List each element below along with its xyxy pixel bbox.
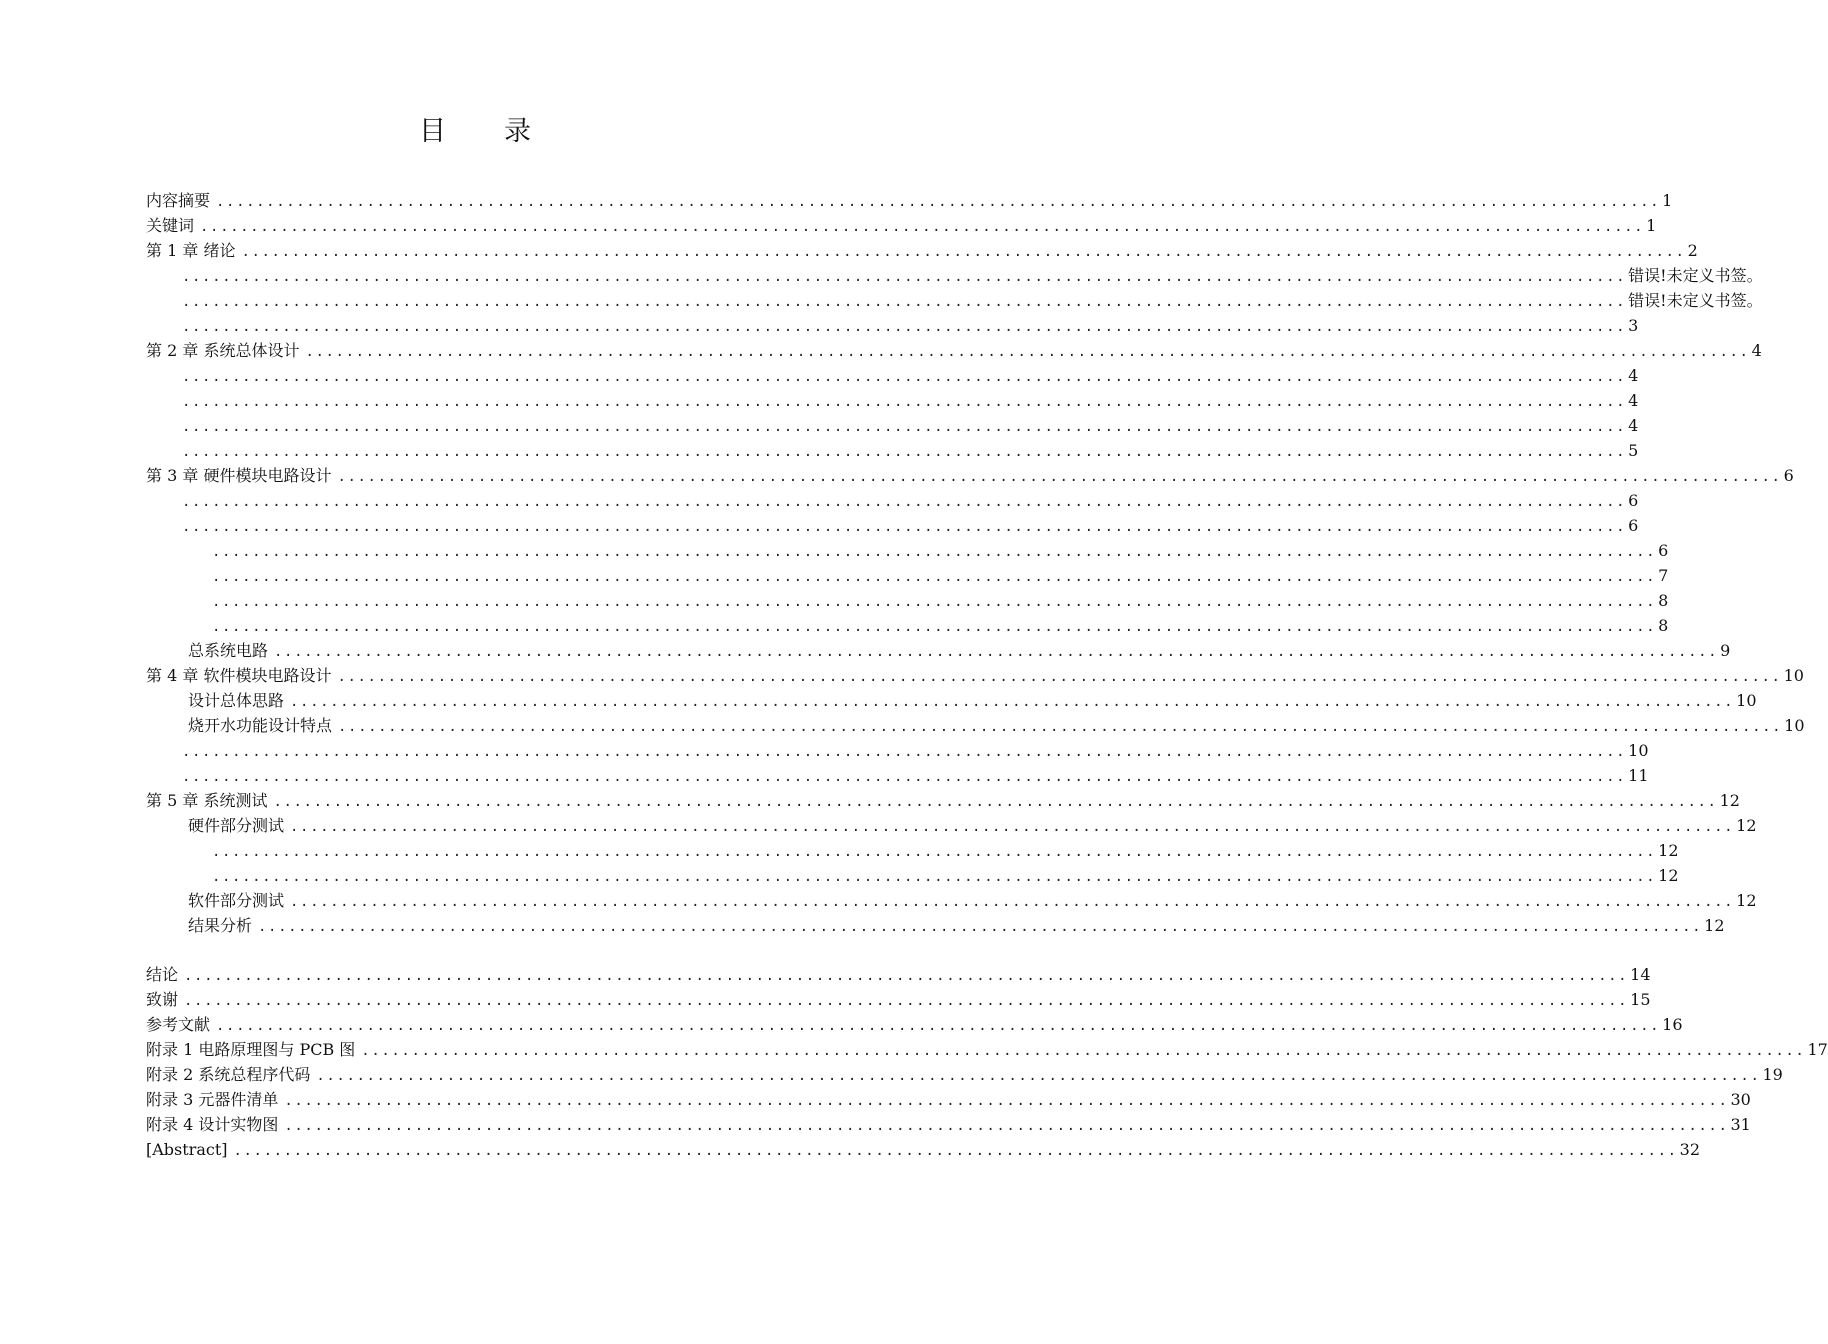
toc-dot-leader: ................................................................................................................................................ bbox=[273, 794, 1718, 810]
toc-dot-leader: ................................................................................................................................................ bbox=[305, 344, 1750, 360]
toc-entry[interactable] bbox=[146, 563, 1669, 588]
toc-entry[interactable] bbox=[146, 438, 1639, 463]
toc-entry-page: 6 bbox=[1628, 491, 1639, 510]
toc-entry[interactable] bbox=[146, 663, 1804, 688]
toc-entry-page: 30 bbox=[1730, 1090, 1751, 1109]
toc-entry[interactable] bbox=[146, 263, 1763, 288]
toc-dot-leader: ................................................................................................................................................ bbox=[184, 993, 1629, 1009]
toc-dot-leader: ................................................................................................................................................ bbox=[233, 1143, 1678, 1159]
toc-dot-leader: ................................................................................................................................................ bbox=[212, 619, 1657, 635]
toc-entry-page: 12 bbox=[1658, 866, 1679, 885]
toc-entry-page: 6 bbox=[1658, 541, 1669, 560]
toc-entry-page: 10 bbox=[1784, 716, 1805, 735]
toc-entry-label: 结果分析 bbox=[188, 916, 253, 935]
toc-entry-label: 关键词 bbox=[146, 216, 195, 235]
toc-entry[interactable] bbox=[146, 188, 1673, 213]
toc-entry-page: 6 bbox=[1783, 466, 1794, 485]
toc-dot-leader: ................................................................................................................................................ bbox=[182, 444, 1627, 460]
toc-dot-leader: ................................................................................................................................................ bbox=[274, 644, 1719, 660]
toc-entry[interactable] bbox=[146, 338, 1762, 363]
toc-entry-label: 设计总体思路 bbox=[188, 691, 285, 710]
table-of-contents bbox=[146, 188, 1828, 1162]
toc-entry-page: 4 bbox=[1628, 366, 1639, 385]
toc-entry-label: [Abstract] bbox=[146, 1140, 228, 1159]
toc-entry-page: 8 bbox=[1658, 591, 1669, 610]
toc-entry-page: 19 bbox=[1762, 1065, 1783, 1084]
toc-dot-leader: ................................................................................................................................................ bbox=[182, 394, 1627, 410]
toc-entry[interactable] bbox=[146, 987, 1651, 1012]
toc-entry[interactable] bbox=[146, 913, 1725, 938]
toc-entry-page: 错误!未定义书签。 bbox=[1628, 266, 1763, 285]
toc-entry-page: 12 bbox=[1658, 841, 1679, 860]
toc-entry-page: 16 bbox=[1662, 1015, 1683, 1034]
toc-entry[interactable] bbox=[146, 1062, 1783, 1087]
toc-dot-leader: ................................................................................................................................................ bbox=[182, 419, 1627, 435]
toc-dot-leader: ................................................................................................................................................ bbox=[216, 1018, 1661, 1034]
toc-dot-leader: ................................................................................................................................................ bbox=[316, 1068, 1761, 1084]
toc-dot-leader: ................................................................................................................................................ bbox=[200, 219, 1645, 235]
toc-entry[interactable] bbox=[146, 388, 1639, 413]
toc-entry[interactable] bbox=[146, 1112, 1751, 1137]
toc-entry-page: 12 bbox=[1719, 791, 1740, 810]
toc-entry[interactable] bbox=[146, 763, 1649, 788]
toc-entry-page: 8 bbox=[1658, 616, 1669, 635]
toc-entry[interactable] bbox=[146, 538, 1669, 563]
toc-entry-page: 7 bbox=[1658, 566, 1669, 585]
toc-dot-leader: ................................................................................................................................................ bbox=[290, 894, 1735, 910]
toc-entry-page: 4 bbox=[1628, 416, 1639, 435]
toc-dot-leader: ................................................................................................................................................ bbox=[337, 669, 1782, 685]
toc-entry-page: 10 bbox=[1783, 666, 1804, 685]
toc-entry-label: 硬件部分测试 bbox=[188, 816, 285, 835]
toc-dot-leader: ................................................................................................................................................ bbox=[241, 244, 1686, 260]
toc-entry-page: 31 bbox=[1730, 1115, 1751, 1134]
toc-dot-leader: ................................................................................................................................................ bbox=[182, 294, 1627, 310]
toc-entry-label: 致谢 bbox=[146, 990, 179, 1009]
toc-entry-label: 第 4 章 软件模块电路设计 bbox=[146, 666, 332, 685]
toc-entry[interactable] bbox=[146, 488, 1639, 513]
toc-entry-page: 17 bbox=[1807, 1040, 1828, 1059]
toc-entry[interactable] bbox=[146, 838, 1679, 863]
toc-entry[interactable] bbox=[146, 1012, 1683, 1037]
toc-dot-leader: ................................................................................................................................................ bbox=[284, 1093, 1729, 1109]
toc-title-char: 录 bbox=[504, 116, 531, 147]
toc-title bbox=[0, 112, 950, 152]
toc-entry[interactable] bbox=[146, 888, 1757, 913]
toc-entry-page: 14 bbox=[1630, 965, 1651, 984]
toc-dot-leader: ................................................................................................................................................ bbox=[212, 569, 1657, 585]
toc-dot-leader: ................................................................................................................................................ bbox=[182, 369, 1627, 385]
toc-dot-leader: ................................................................................................................................................ bbox=[258, 919, 1703, 935]
toc-entry-page: 11 bbox=[1628, 766, 1649, 785]
toc-dot-leader: ................................................................................................................................................ bbox=[182, 769, 1627, 785]
toc-dot-leader: ................................................................................................................................................ bbox=[338, 719, 1783, 735]
toc-dot-leader: ................................................................................................................................................ bbox=[290, 819, 1735, 835]
toc-entry-page: 15 bbox=[1630, 990, 1651, 1009]
toc-entry-page: 1 bbox=[1646, 216, 1657, 235]
toc-entry-page: 12 bbox=[1736, 816, 1757, 835]
toc-entry-label: 结论 bbox=[146, 965, 179, 984]
toc-entry[interactable] bbox=[146, 363, 1639, 388]
toc-dot-leader: ................................................................................................................................................ bbox=[290, 694, 1735, 710]
toc-dot-leader: ................................................................................................................................................ bbox=[361, 1043, 1806, 1059]
toc-entry-page: 12 bbox=[1704, 916, 1725, 935]
toc-dot-leader: ................................................................................................................................................ bbox=[182, 494, 1627, 510]
toc-dot-leader: ................................................................................................................................................ bbox=[337, 469, 1782, 485]
toc-dot-leader: ................................................................................................................................................ bbox=[216, 194, 1661, 210]
toc-entry[interactable] bbox=[146, 238, 1698, 263]
toc-entry[interactable] bbox=[146, 688, 1757, 713]
toc-entry-page: 6 bbox=[1628, 516, 1639, 535]
toc-dot-leader: ................................................................................................................................................ bbox=[182, 319, 1627, 335]
toc-dot-leader: ................................................................................................................................................ bbox=[182, 519, 1627, 535]
toc-entry[interactable] bbox=[146, 1037, 1828, 1062]
toc-dot-leader: ................................................................................................................................................ bbox=[182, 744, 1627, 760]
toc-dot-leader: ................................................................................................................................................ bbox=[212, 844, 1657, 860]
toc-title-char: 目 bbox=[419, 116, 446, 147]
toc-entry[interactable] bbox=[146, 613, 1669, 638]
toc-entry-label: 附录 2 系统总程序代码 bbox=[146, 1065, 311, 1084]
toc-entry-page: 10 bbox=[1736, 691, 1757, 710]
toc-dot-leader: ................................................................................................................................................ bbox=[212, 869, 1657, 885]
toc-dot-leader: ................................................................................................................................................ bbox=[184, 968, 1629, 984]
toc-entry[interactable] bbox=[146, 738, 1649, 763]
toc-entry-label: 内容摘要 bbox=[146, 191, 211, 210]
toc-dot-leader: ................................................................................................................................................ bbox=[212, 544, 1657, 560]
toc-entry-label: 总系统电路 bbox=[188, 641, 269, 660]
toc-entry[interactable] bbox=[146, 713, 1805, 738]
toc-entry-label: 参考文献 bbox=[146, 1015, 211, 1034]
toc-entry-page: 4 bbox=[1751, 341, 1762, 360]
toc-entry[interactable] bbox=[146, 1087, 1751, 1112]
toc-entry[interactable] bbox=[146, 863, 1679, 888]
toc-entry-page: 9 bbox=[1720, 641, 1731, 660]
toc-entry[interactable] bbox=[146, 788, 1740, 813]
toc-entry[interactable] bbox=[146, 638, 1731, 663]
toc-entry-label: 附录 1 电路原理图与 PCB 图 bbox=[146, 1040, 356, 1059]
toc-entry[interactable] bbox=[146, 463, 1794, 488]
toc-entry[interactable] bbox=[146, 813, 1757, 838]
toc-entry-label: 第 3 章 硬件模块电路设计 bbox=[146, 466, 332, 485]
toc-entry[interactable] bbox=[146, 588, 1669, 613]
toc-entry-page: 错误!未定义书签。 bbox=[1628, 291, 1763, 310]
toc-entry[interactable] bbox=[146, 962, 1651, 987]
toc-entry[interactable] bbox=[146, 213, 1657, 238]
toc-entry-label: 烧开水功能设计特点 bbox=[188, 716, 333, 735]
toc-dot-leader: ................................................................................................................................................ bbox=[284, 1118, 1729, 1134]
toc-entry-page: 1 bbox=[1662, 191, 1673, 210]
toc-entry-label: 第 5 章 系统测试 bbox=[146, 791, 268, 810]
toc-entry-page: 12 bbox=[1736, 891, 1757, 910]
toc-entry-page: 2 bbox=[1687, 241, 1698, 260]
toc-entry-page: 5 bbox=[1628, 441, 1639, 460]
toc-entry-page: 3 bbox=[1628, 316, 1639, 335]
toc-entry-label: 附录 4 设计实物图 bbox=[146, 1115, 279, 1134]
toc-entry-label: 软件部分测试 bbox=[188, 891, 285, 910]
toc-entry-page: 4 bbox=[1628, 391, 1639, 410]
toc-entry[interactable] bbox=[146, 513, 1639, 538]
toc-entry-page: 32 bbox=[1679, 1140, 1700, 1159]
toc-entry-page: 10 bbox=[1628, 741, 1649, 760]
toc-entry-label: 第 2 章 系统总体设计 bbox=[146, 341, 300, 360]
toc-entry[interactable] bbox=[146, 1137, 1700, 1162]
toc-dot-leader: ................................................................................................................................................ bbox=[212, 594, 1657, 610]
toc-entry[interactable] bbox=[146, 288, 1763, 313]
toc-entry[interactable] bbox=[146, 413, 1639, 438]
toc-dot-leader: ................................................................................................................................................ bbox=[182, 269, 1627, 285]
toc-entry-label: 第 1 章 绪论 bbox=[146, 241, 236, 260]
toc-entry[interactable] bbox=[146, 313, 1639, 338]
toc-entry-label: 附录 3 元器件清单 bbox=[146, 1090, 279, 1109]
